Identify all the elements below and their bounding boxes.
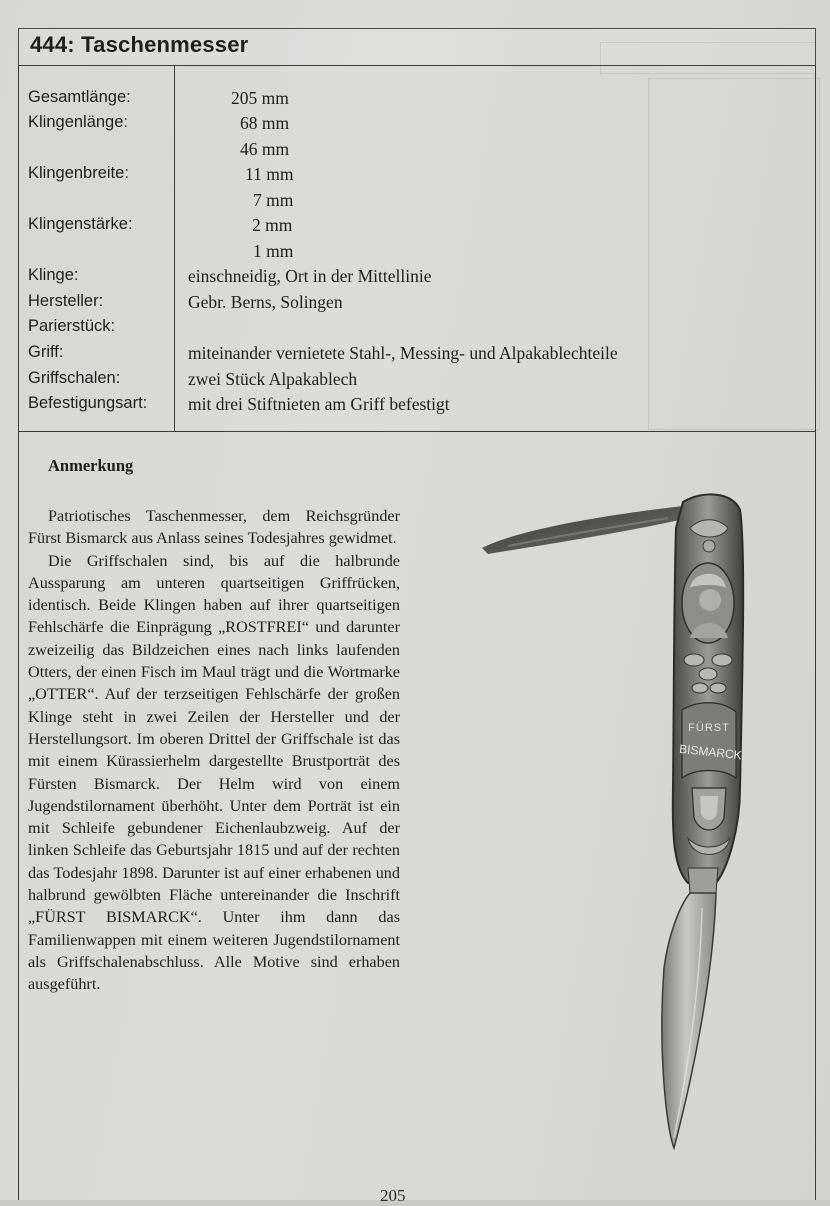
spec-label: Klinge: — [28, 266, 79, 284]
large-blade — [662, 893, 716, 1148]
spec-row — [0, 343, 830, 369]
spec-row — [0, 190, 830, 216]
spec-label: Hersteller: — [28, 292, 104, 310]
spec-value: 205 mm — [231, 88, 289, 108]
spec-label: Klingenbreite: — [28, 164, 129, 182]
note-paragraph: Patriotisches Taschenmesser, dem Reichsgründer Fürst Bismarck aus Anlass seines Todesjahres gewidmet. — [28, 507, 400, 548]
spec-label: Griffschalen: — [28, 369, 121, 387]
spec-row — [0, 88, 830, 114]
spec-label: Gesamtlänge: — [28, 88, 131, 106]
spec-value: 46 mm — [240, 139, 290, 159]
spec-label: Klingenlänge: — [28, 113, 128, 131]
knife-handle — [673, 494, 743, 893]
spec-label: Griff: — [28, 343, 64, 361]
spec-row — [0, 369, 830, 395]
knife-inscription-line1: FÜRST — [688, 722, 730, 734]
spec-section-divider — [18, 431, 816, 432]
spec-row — [0, 266, 830, 292]
pocket-knife-photo — [478, 488, 758, 1158]
entry-title: 444: Taschenmesser — [30, 32, 249, 57]
spec-row — [0, 139, 830, 165]
spec-row — [0, 292, 830, 318]
spec-value: 7 mm — [253, 190, 294, 210]
spec-value: Gebr. Berns, Solingen — [188, 292, 343, 312]
spec-row — [0, 215, 830, 241]
spec-value: 2 mm — [252, 215, 293, 235]
note-body — [28, 505, 400, 996]
spec-row — [0, 317, 830, 343]
small-blade — [482, 506, 688, 554]
spec-label: Klingenstärke: — [28, 215, 133, 233]
spec-value: 68 mm — [240, 113, 290, 133]
spec-label: Befestigungsart: — [28, 394, 148, 412]
note-heading: Anmerkung — [48, 456, 134, 475]
spec-value: einschneidig, Ort in der Mittellinie — [188, 266, 432, 286]
spec-row — [0, 394, 830, 420]
title-bar — [18, 28, 816, 66]
spec-value: 11 mm — [245, 164, 294, 184]
spec-row — [0, 113, 830, 139]
spec-value: 1 mm — [253, 241, 294, 261]
knife-inscription-line2: BISMARCK — [678, 741, 743, 763]
spec-row — [0, 241, 830, 267]
note-paragraph: Die Griffschalen sind, bis auf die halbrunde Aussparung am unteren quartseitigen Griffrücken, identisch. Beide Klingen haben auf ihrer quartseitigen Fehlschärfe die Einprägung „ROSTFREI“ und darunter zweizeilig das Bildzeichen eines nach links laufenden Otters, der einen Fisch im Maul trägt und die Wortmarke „OTTER“. Auf der terzseitigen Fehlschärfe der großen Klinge steht in zwei Zeilen der Hersteller und der Herstellungsort. Im oberen Drittel der Griffschale ist das mit einem Kürassierhelm dargestellte Brustporträt des Fürsten Bismarck. Der Helm wird von einem Jugendstilornament überhöht. Unter dem Porträt ist ein mit Schleife gebundener Eichenlaubzweig. Auf der linken Schleife das Geburtsjahr 1815 und auf der rechten das Todesjahr 1898. Darunter ist auf einer erhabenen und halbrund gewölbten Fläche untereinander die Inschrift „FÜRST BISMARCK“. Unter ihm dann das Familienwappen mit einem weiteren Jugendstilornament als Griffschalenabschluss. Alle Motive sind erhaben ausgeführt. — [28, 551, 400, 994]
spec-row — [0, 164, 830, 190]
spec-value: mit drei Stiftnieten am Griff befestigt — [188, 394, 450, 414]
spec-value: zwei Stück Alpakablech — [188, 369, 358, 389]
page-number: 205 — [380, 1186, 406, 1205]
spec-label: Parierstück: — [28, 317, 116, 335]
spec-value: miteinander vernietete Stahl-, Messing- und Alpakablechteile — [188, 343, 618, 363]
